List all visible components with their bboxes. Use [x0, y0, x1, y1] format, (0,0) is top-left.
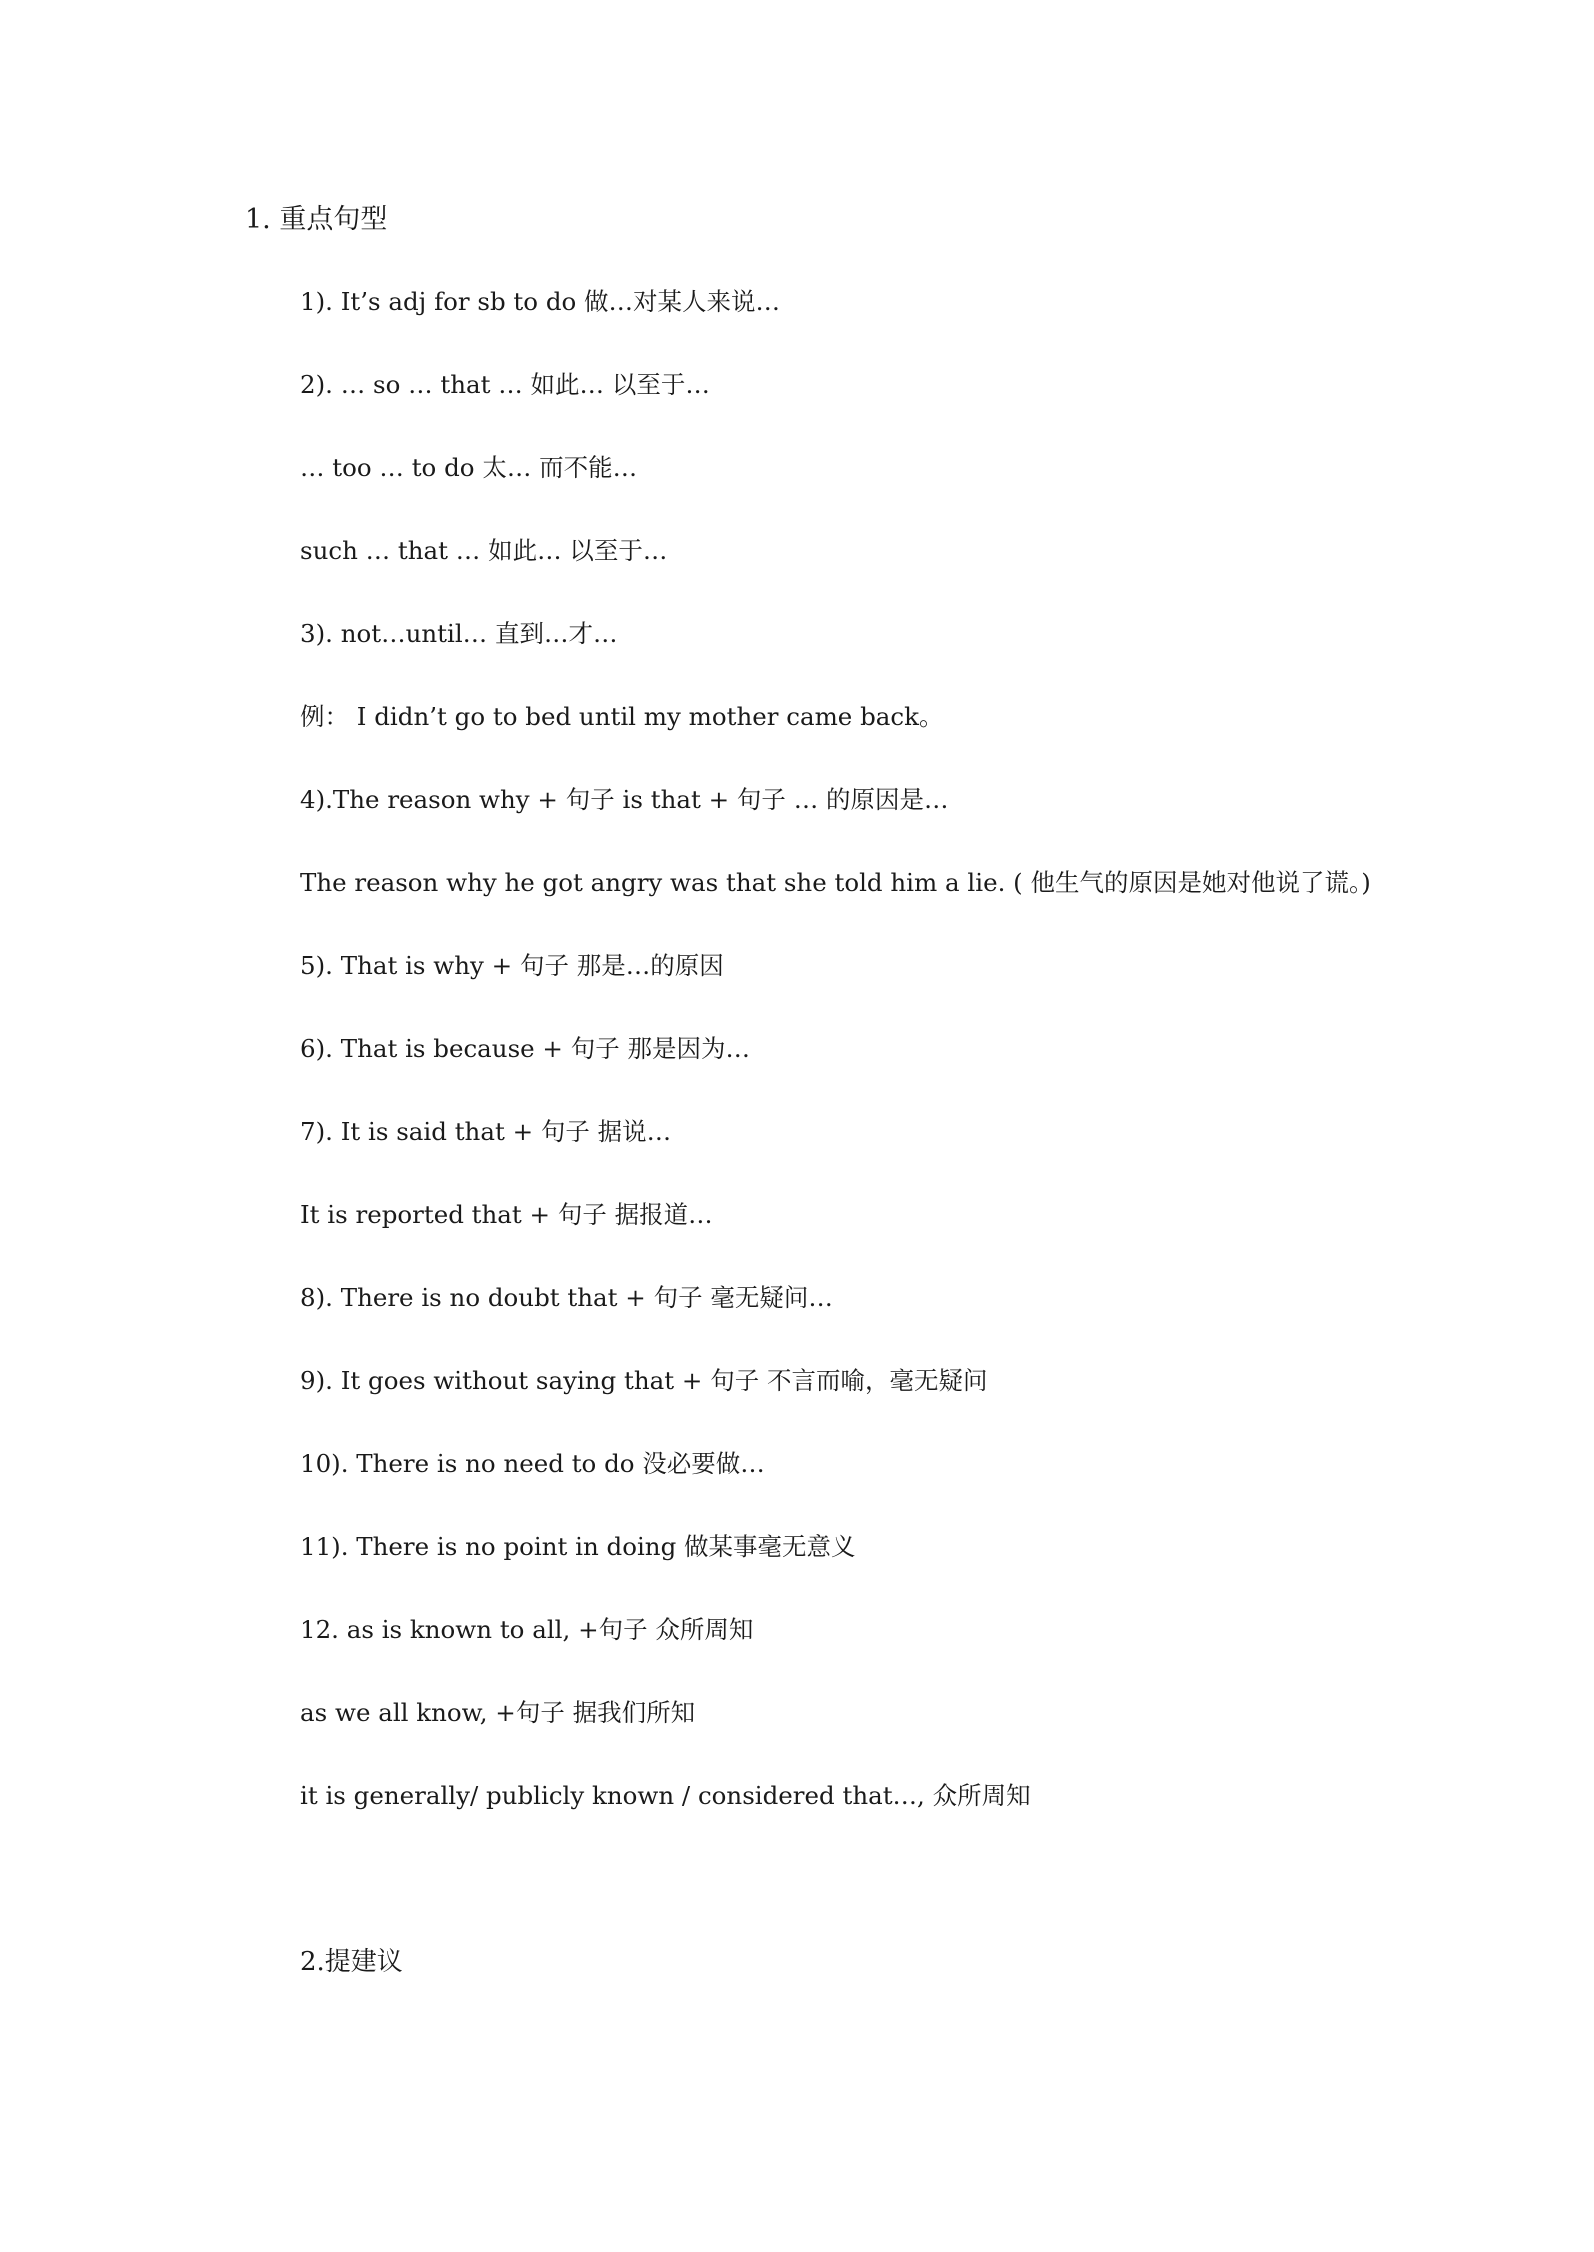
example-line: The reason why he got angry was that she told him a lie. ( 他生气的原因是她对他说了谎。): [300, 868, 1371, 897]
pattern-line: 12. as is known to all, +句子 众所周知: [300, 1615, 754, 1644]
pattern-line: 2). … so … that … 如此… 以至于…: [300, 370, 710, 399]
pattern-line: 11). There is no point in doing 做某事毫无意义: [300, 1532, 856, 1561]
example-line: 例： I didn’t go to bed until my mother came back。: [300, 702, 944, 731]
pattern-line: 10). There is no need to do 没必要做…: [300, 1449, 765, 1478]
pattern-line: 8). There is no doubt that + 句子 毫无疑问…: [300, 1283, 833, 1312]
pattern-line: such … that … 如此… 以至于…: [300, 536, 668, 565]
pattern-line: … too … to do 太… 而不能…: [300, 453, 638, 482]
pattern-line: 4).The reason why + 句子 is that + 句子 … 的原因是…: [300, 785, 949, 814]
pattern-line: 9). It goes without saying that + 句子 不言而喻，毫无疑问: [300, 1366, 988, 1395]
section-heading-key-sentence-patterns: 1. 重点句型: [245, 204, 388, 235]
pattern-line: it is generally/ publicly known / considered that…, 众所周知: [300, 1781, 1031, 1810]
pattern-line: as we all know, +句子 据我们所知: [300, 1698, 696, 1727]
pattern-line: 1). It’s adj for sb to do 做…对某人来说…: [300, 287, 781, 316]
pattern-line: It is reported that + 句子 据报道…: [300, 1200, 713, 1229]
pattern-line: 6). That is because + 句子 那是因为…: [300, 1034, 751, 1063]
sentence-pattern-list: [300, 282, 1371, 1859]
pattern-line: 3). not…until… 直到…才…: [300, 619, 618, 648]
section-heading-making-suggestions: 2.提建议: [300, 1947, 403, 1977]
pattern-line: 5). That is why + 句子 那是…的原因: [300, 951, 724, 980]
pattern-line: 7). It is said that + 句子 据说…: [300, 1117, 672, 1146]
